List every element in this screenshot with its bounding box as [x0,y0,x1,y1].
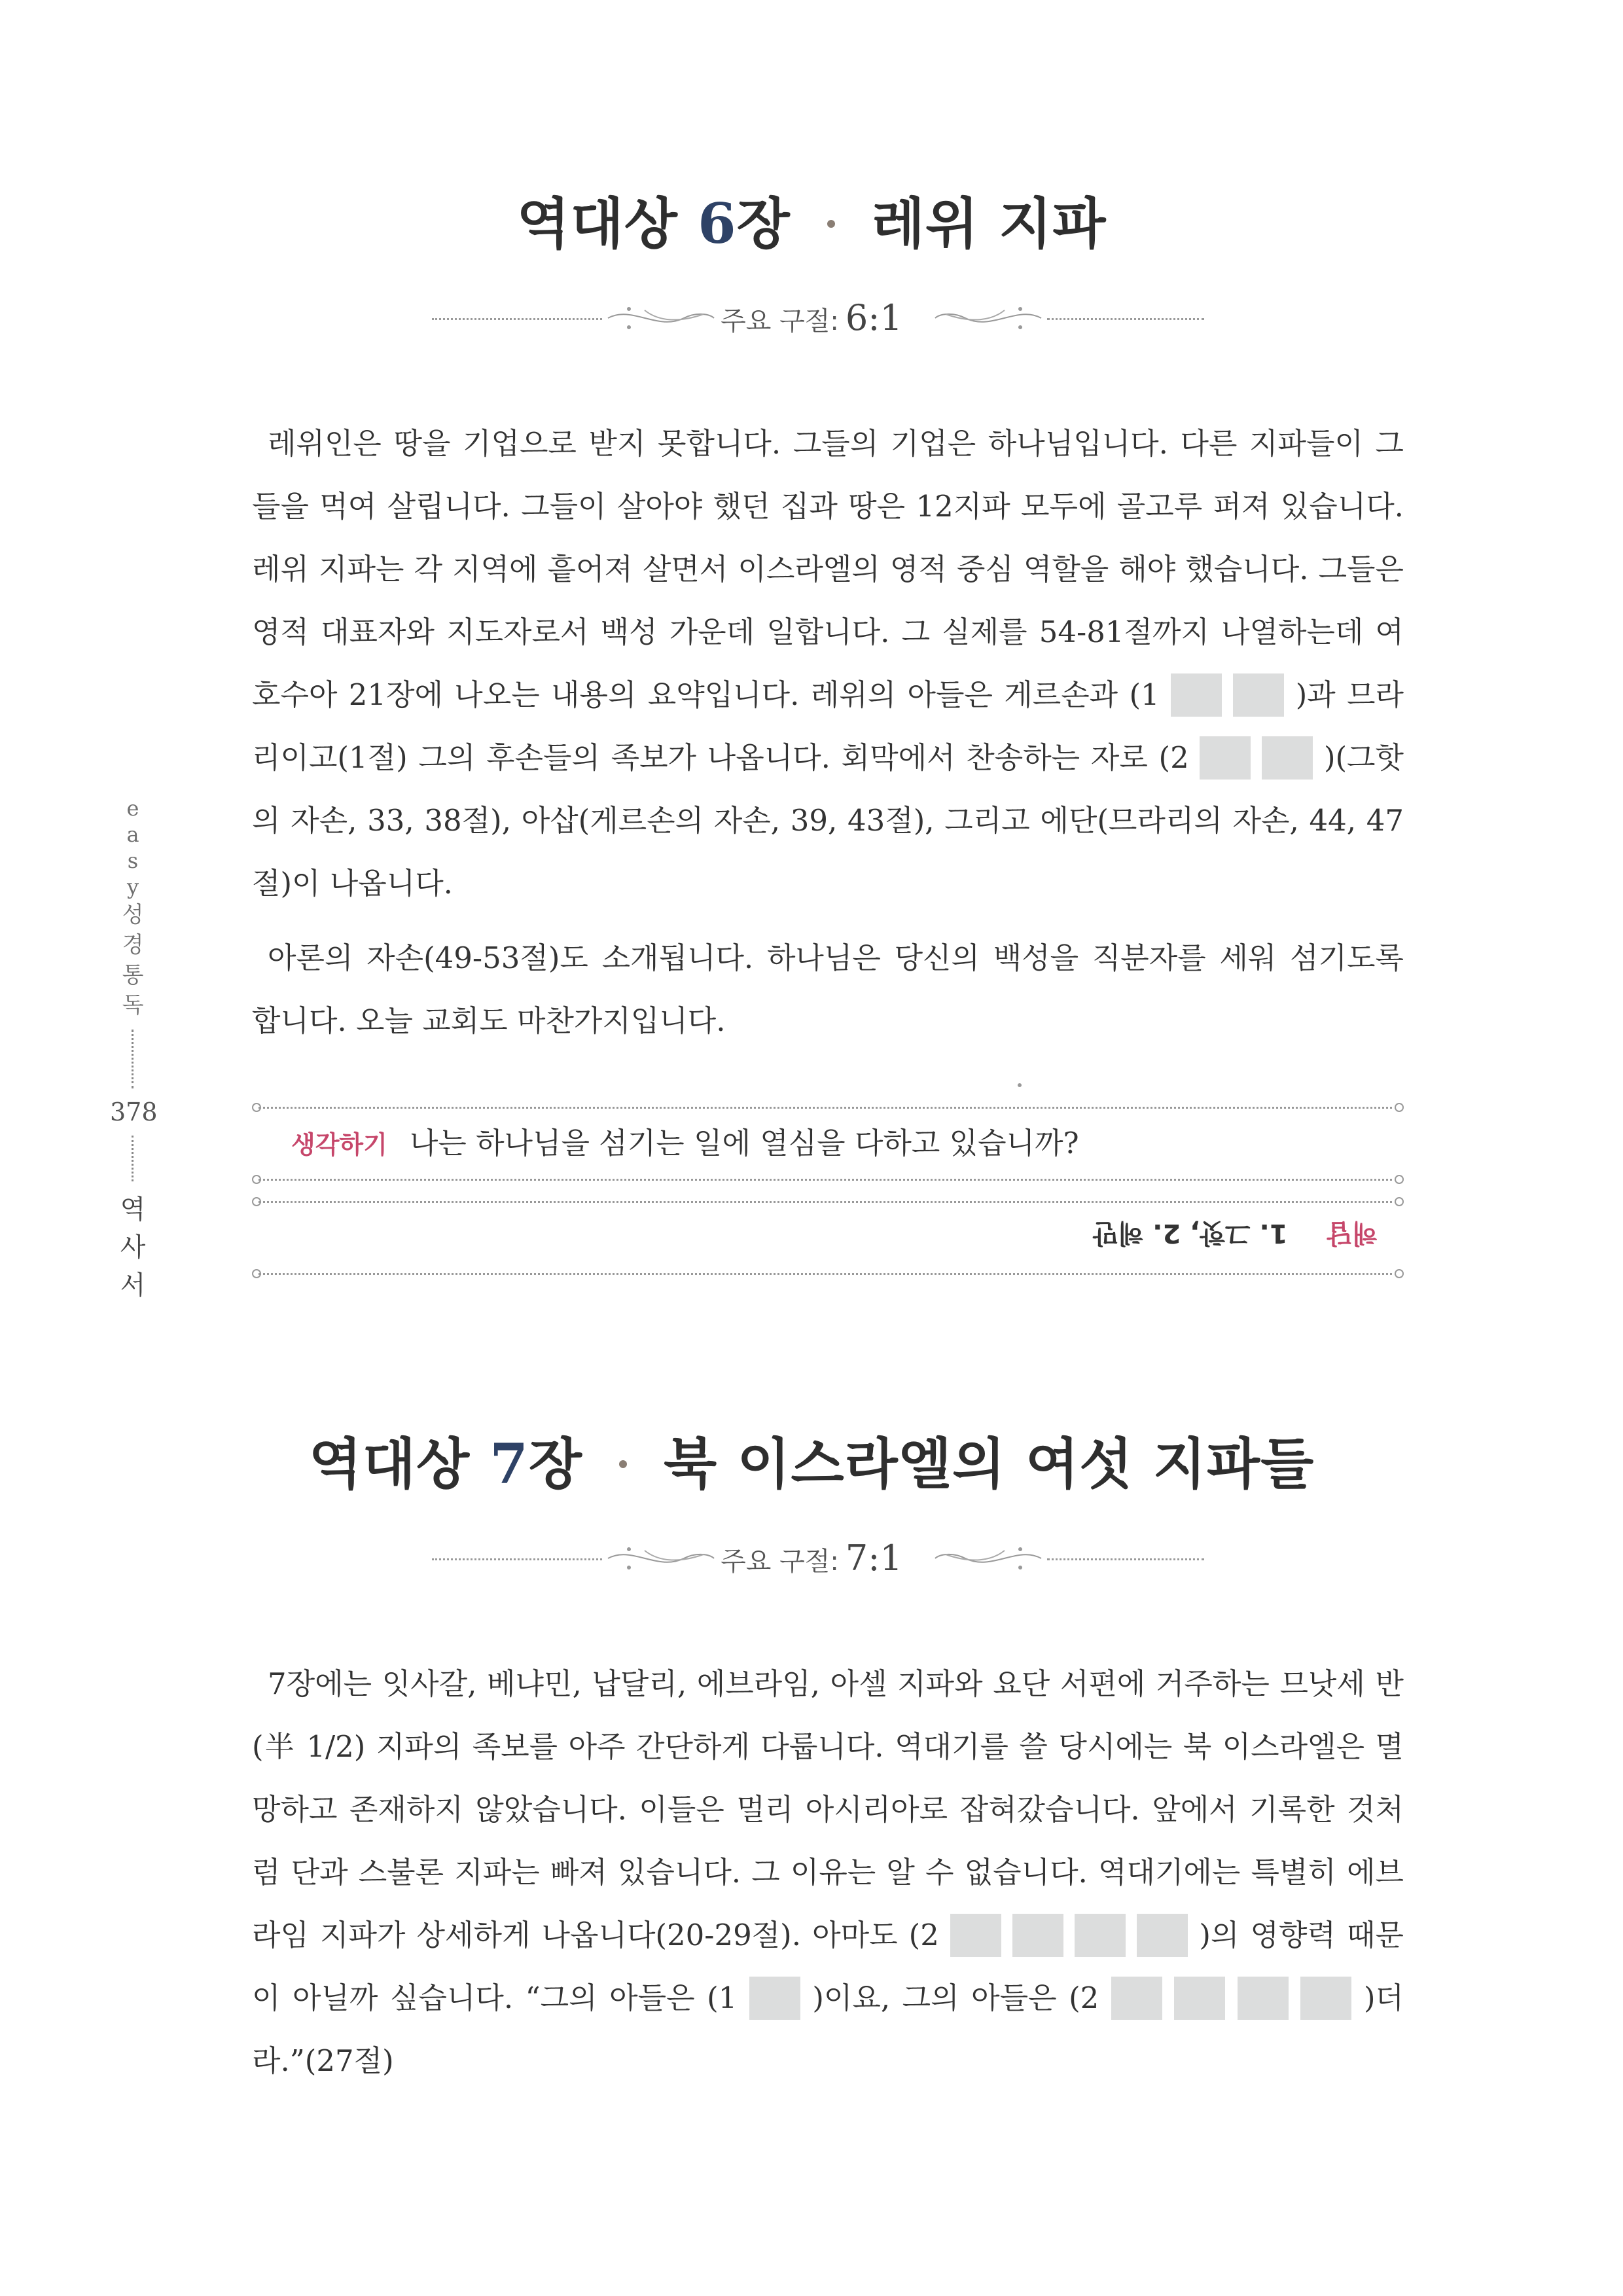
page-number: 378 [110,1098,158,1126]
chapter-6-key-verse-text [0,292,1623,348]
dotted-rule [252,1103,1404,1112]
fill-blank-box [1200,736,1251,780]
answer-label: 해답 [1327,1218,1378,1248]
answer-row [252,1206,1404,1269]
ch6-p1-part-c: )(그핫의 자손, 33, 38절), 아삽(게르손의 자손, 39, 43절), 그리고 에단(므라리의 자손, 44, 47절)이 나옵니다. [252,740,1404,901]
fill-blank-box [749,1977,800,2020]
answer-text: 1. 그핫, 2. 헤만 [1093,1218,1288,1248]
reflection-label: 생각하기 [291,1130,387,1159]
side-latin-s: s [127,848,139,873]
chapter-6-key-verse [0,292,1623,344]
side-latin-y: y [126,874,139,899]
chapter-7-subtitle: 북 이스라엘의 여섯 지파들 [663,1432,1315,1496]
chapter-7-title-book: 역대상 [308,1432,490,1496]
ch6-p1-part-a: 레위인은 땅을 기업으로 받지 못합니다. 그들의 기업은 하나님입니다. 다른 지파들이 그들을 먹여 살립니다. 그들이 살아야 했던 집과 땅은 12지파 모두에 골고루 퍼져 있습니다. 레위 지파는 각 지역에 흩어져 살면서 이스라엘의 영적 중심 역할을 해야 했습니다. 그들은 영적 대표자와 지도자로서 백성 가운데 일합니다. 그 실제를 54-81절까지 나열하는데 여호수아 21장에 나오는 내용의 요약입니다. 레위의 아들은 게르손과 (1 [252,426,1404,712]
key-verse-label: 주요 구절: [721,1547,839,1577]
side-divider-top [132,1030,135,1088]
chapter-7-key-verse-text [0,1532,1623,1588]
chapter-6-body [252,412,1404,1052]
fill-blank-box [1171,673,1222,717]
ch7-p1-part-c: )이요, 그의 아들은 (2 [812,1981,1111,2015]
chapter-6-title-book: 역대상 [516,192,698,256]
chapter-7-title-number: 7 [490,1431,529,1496]
fill-blank-box [1233,673,1284,717]
side-book-char-3: 통 [122,962,144,988]
key-verse-reference: 7:1 [845,1537,902,1579]
ch7-p1-part-d: )더라.”(27절) [252,1981,1404,2078]
chapter-6-title-suffix: 장 [736,192,791,256]
fill-blank-box [1300,1977,1351,2020]
side-book-char-1: 성 [122,902,144,928]
title-separator-dot [827,220,835,228]
side-book-char-2: 경 [122,932,144,958]
fill-blank-box [1238,1977,1289,2020]
side-book-char-4: 독 [122,992,144,1018]
reflection-box [252,1103,1404,1278]
reflection-row [252,1112,1404,1175]
chapter-7-header [0,1420,1623,1585]
key-verse-label: 주요 구절: [721,306,839,336]
fill-blank-box [1111,1977,1162,2020]
chapter-7-title [0,1420,1623,1499]
key-verse-reference: 6:1 [845,297,902,338]
chapter-7-key-verse [0,1532,1623,1585]
chapter-7-body [252,1653,1404,2092]
fill-blank-box [1075,1914,1126,1957]
reflection-question: 나는 하나님을 섬기는 일에 열심을 다하고 있습니까? [409,1126,1079,1160]
title-separator-dot [619,1460,627,1468]
dotted-rule [252,1197,1404,1206]
dotted-rule [252,1175,1404,1184]
side-running-head [110,795,156,1304]
answer-upside-down [1093,1217,1378,1254]
chapter-6-header [0,180,1623,344]
ch6-p1-part-b: )과 므라리이고(1절) 그의 후손들의 족보가 나옵니다. 회막에서 찬송하는 자로 (2 [252,677,1404,775]
chapter-6-paragraph-2: 아론의 자손(49-53절)도 소개됩니다. 하나님은 당신의 백성을 직분자를 세워 섬기도록 합니다. 오늘 교회도 마찬가지입니다. [252,941,1404,1038]
fill-blank-box [1262,736,1313,780]
chapter-6-subtitle: 레위 지파 [871,192,1107,256]
ch7-p1-part-b: )의 영향력 때문이 아닐까 싶습니다. “그의 아들은 (1 [252,1918,1404,2015]
chapter-7-paragraph-1 [252,1653,1404,2092]
chapter-6-title [0,180,1623,259]
fill-blank-box [1137,1914,1188,1957]
chapter-7-title-suffix: 장 [528,1432,582,1496]
fill-blank-box [950,1914,1001,1957]
fill-blank-box [1012,1914,1063,1957]
chapter-6-paragraph-1 [252,412,1404,915]
dotted-rule [252,1269,1404,1278]
side-latin-a: a [126,822,139,847]
side-section-char-2: 사 [120,1232,146,1263]
fill-blank-box [1174,1977,1225,2020]
side-section-char-1: 역 [120,1194,146,1225]
side-divider-bottom [132,1136,135,1181]
chapter-6-title-number: 6 [698,191,737,256]
side-section-char-3: 서 [120,1270,146,1300]
print-speck [1018,1083,1022,1087]
side-latin-e: e [126,796,139,821]
ch7-p1-part-a: 7장에는 잇사갈, 베냐민, 납달리, 에브라임, 아셀 지파와 요단 서편에 거주하는 므낫세 반(半 1/2) 지파의 족보를 아주 간단하게 다룹니다. 역대기를 쓸 당시에는 북 이스라엘은 멸망하고 존재하지 않았습니다. 이들은 멀리 아시리아로 잡혀갔습니다. 앞에서 기록한 것처럼 단과 스불론 지파는 빠져 있습니다. 그 이유는 알 수 없습니다. 역대기에는 특별히 에브라임 지파가 상세하게 나옵니다(20-29절). 아마도 (2 [252,1666,1404,1952]
